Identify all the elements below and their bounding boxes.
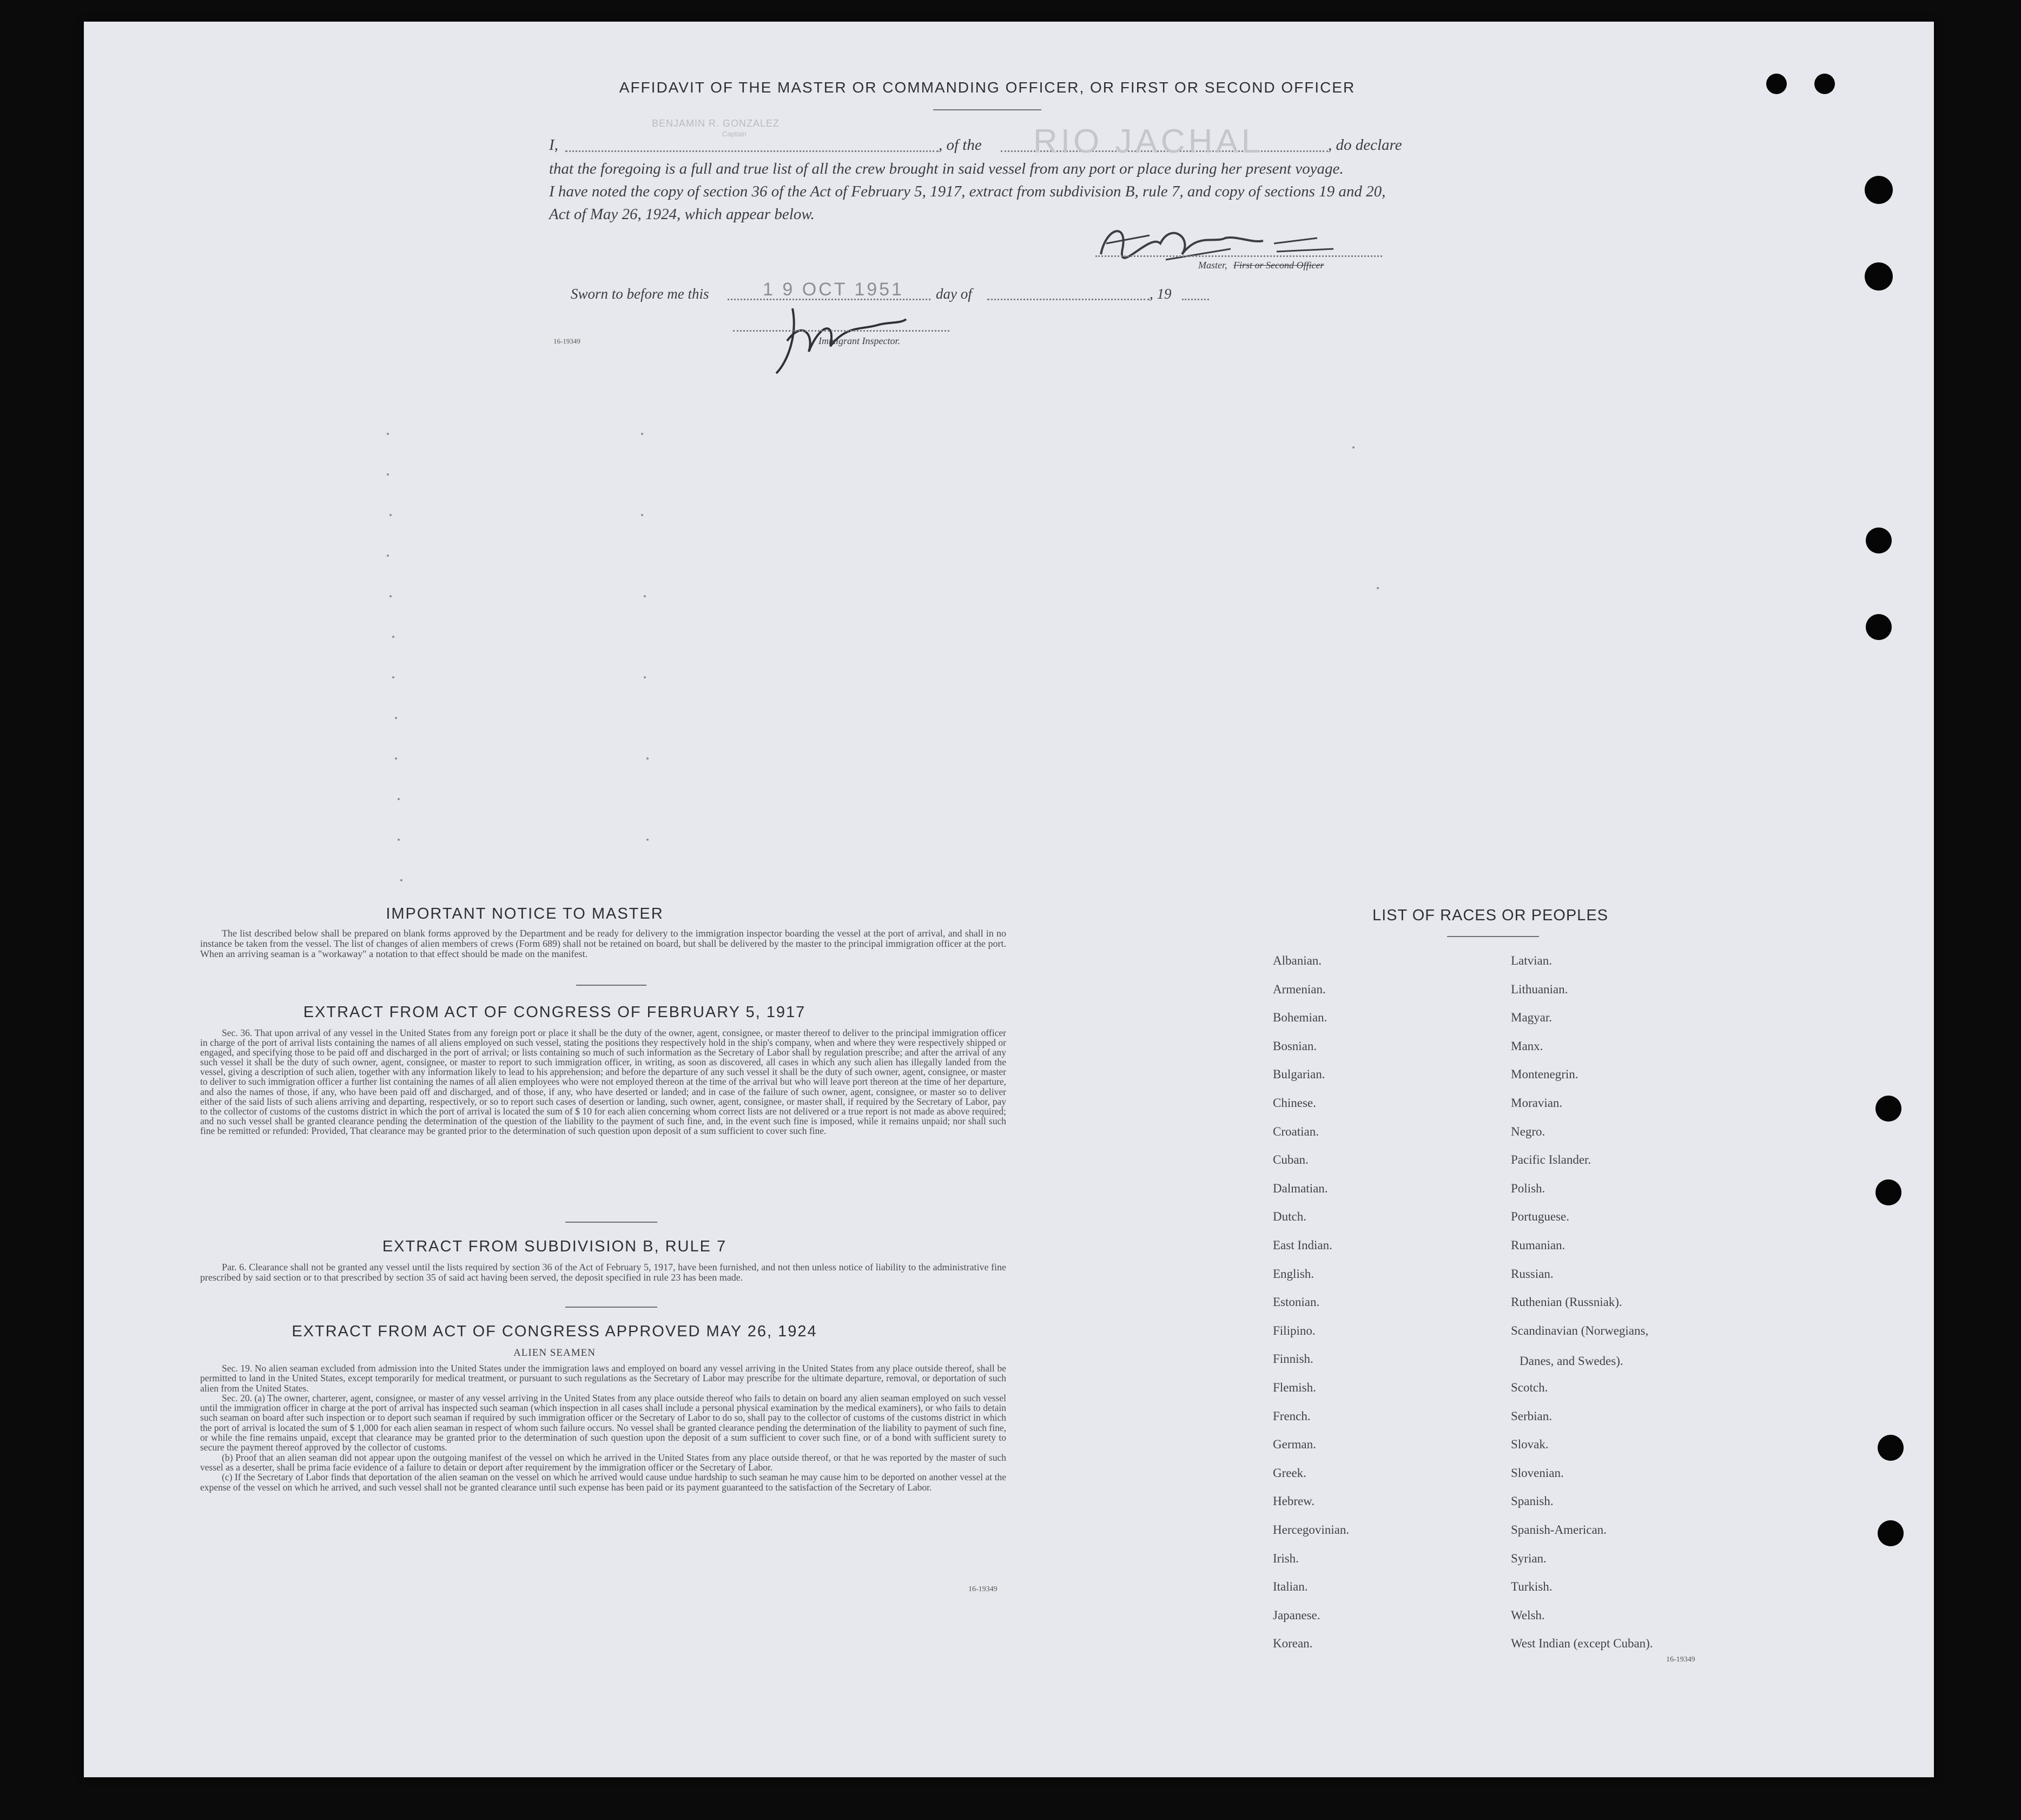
race-item: Bohemian. bbox=[1273, 1011, 1327, 1025]
notice-title: IMPORTANT NOTICE TO MASTER bbox=[386, 905, 664, 922]
race-item: German. bbox=[1273, 1437, 1316, 1452]
inspector-label: Immigrant Inspector. bbox=[818, 335, 900, 346]
extract-1924-title: EXTRACT FROM ACT OF CONGRESS APPROVED MAY 26, 1924 bbox=[292, 1323, 817, 1340]
race-item: Korean. bbox=[1273, 1637, 1313, 1651]
race-item: Scandinavian (Norwegians, bbox=[1511, 1323, 1649, 1337]
master-label: Master, bbox=[1198, 260, 1227, 271]
affidavit-form-number: 16-19349 bbox=[553, 337, 580, 345]
race-item: Albanian. bbox=[1273, 954, 1322, 967]
divider bbox=[1447, 936, 1539, 937]
divider bbox=[576, 985, 646, 986]
race-item: Irish. bbox=[1273, 1551, 1299, 1565]
punch-hole bbox=[1766, 74, 1787, 94]
sworn-date-stamp: 1 9 OCT 1951 bbox=[763, 279, 904, 300]
race-item: Welsh. bbox=[1511, 1608, 1545, 1622]
race-item: Syrian. bbox=[1511, 1551, 1547, 1565]
race-item: Flemish. bbox=[1273, 1381, 1316, 1394]
inspector-sign-line bbox=[733, 330, 949, 332]
struck-officer-label: First or Second Officer bbox=[1233, 260, 1324, 271]
affidavit-line-2: that the foregoing is a full and true list of all the crew brought in said vessel from any port or place during her present voyage. bbox=[549, 160, 1344, 177]
name-fill-line bbox=[565, 150, 939, 152]
sec-19: Sec. 19. No alien seaman excluded from admission into the United States under the immigration laws and employed on board any vessel arriving in the United States from any place outside thereof, shall be permitted to land in the United States, except temporarily for medical treatment, or pursuant to such regulations as the Secretary of Labor may prescribe for the ultimate departure, removal, or deportation of such alien from the United States. bbox=[200, 1363, 1006, 1394]
race-item: Finnish. bbox=[1273, 1352, 1313, 1366]
sec-20a: Sec. 20. (a) The owner, charterer, agent, consignee, or master of any vessel arriving in the United States from any place outside thereof who fails to detain on board any alien seaman employed on such vessel until the immigration officer in charge at the port of arrival has inspected such seaman (which inspection in all cases shall include a personal physical examination by the medical examiners), or who fails to detain such seaman on board after such inspection or to deport such seaman if required by such immigration officer or the Secretary of Labor to do so, shall pay to the collector of customs of the customs district in which the port of arrival is located the sum of $ 1,000 for each alien seaman in respect of whom such failure occurs. No vessel shall be granted clearance pending the determination of the liability to payment of such fine, or while the fine remains unpaid, except that clearance may be granted prior to the determination of such question upon the deposit of a sum sufficient to cover such fine, or of a bond with sufficient surety to secure the payment thereof approved by the collector of customs. bbox=[200, 1392, 1006, 1453]
affidavit-title: AFFIDAVIT OF THE MASTER OR COMMANDING OFFICER, OR FIRST OR SECOND OFFICER bbox=[619, 79, 1356, 96]
race-item: Turkish. bbox=[1511, 1580, 1553, 1594]
race-item: Rumanian. bbox=[1511, 1238, 1566, 1252]
sec-20c: (c) If the Secretary of Labor finds that deportation of the alien seaman on the vessel on which he arrived would cause undue hardship to such seaman he may cause him to be deported on another vessel at the expense of the vessel on which he arrived, and such vessel shall not be granted clearance until such expense has been paid or its payment guaranteed to the satisfaction of the Secretary of Labor. bbox=[200, 1472, 1006, 1493]
race-item: Slovenian. bbox=[1511, 1466, 1564, 1480]
race-item: Estonian. bbox=[1273, 1295, 1320, 1309]
race-item: Chinese. bbox=[1273, 1096, 1316, 1110]
affidavit-line-3: I have noted the copy of section 36 of the Act of February 5, 1917, extract from subdivision B, rule 7, and copy of sections 19 and 20, bbox=[549, 183, 1386, 200]
race-item: English. bbox=[1273, 1267, 1315, 1281]
race-item: Manx. bbox=[1511, 1039, 1543, 1053]
race-item: Hercegovinian. bbox=[1273, 1523, 1350, 1537]
vessel-name-stamp: RIO JACHAL bbox=[1033, 123, 1264, 160]
faint-captain-name: BENJAMIN R. GONZALEZ bbox=[652, 118, 780, 129]
punch-hole bbox=[1878, 1435, 1904, 1461]
divider bbox=[933, 109, 1041, 110]
race-item: Russian. bbox=[1511, 1267, 1554, 1281]
race-item: Spanish. bbox=[1511, 1494, 1554, 1508]
race-item: Slovak. bbox=[1511, 1437, 1549, 1452]
subdivision-text: Par. 6. Clearance shall not be granted any vessel until the lists required by section 36 of the Act of February 5, 1917, have been furnished, and not then unless notice of liability to the administrative fine prescribed by said section or to that prescribed by section 35 of said act having been served, the deposit specified in rule 23 has been made. bbox=[200, 1262, 1006, 1283]
race-item: Dutch. bbox=[1273, 1210, 1306, 1224]
punch-hole bbox=[1814, 74, 1835, 94]
affidavit-i: I, bbox=[549, 136, 558, 154]
punch-hole bbox=[1866, 614, 1892, 640]
race-item: Moravian. bbox=[1511, 1096, 1563, 1110]
race-item: Polish. bbox=[1511, 1181, 1546, 1195]
race-item: Pacific Islander. bbox=[1511, 1153, 1591, 1167]
extract-1917-title: EXTRACT FROM ACT OF CONGRESS OF FEBRUARY 5, 1917 bbox=[303, 1004, 806, 1021]
race-item: Italian. bbox=[1273, 1580, 1308, 1594]
year-fill-line bbox=[1182, 299, 1209, 300]
race-item: French. bbox=[1273, 1409, 1311, 1423]
race-item: Serbian. bbox=[1511, 1409, 1553, 1423]
document-page bbox=[84, 22, 1934, 1777]
divider bbox=[565, 1222, 657, 1223]
race-item: Cuban. bbox=[1273, 1153, 1309, 1167]
race-item: Japanese. bbox=[1273, 1608, 1320, 1622]
race-item: Croatian. bbox=[1273, 1124, 1319, 1138]
day-of-label: day of bbox=[936, 286, 972, 302]
race-item: Hebrew. bbox=[1273, 1494, 1315, 1508]
race-item: Lithuanian. bbox=[1511, 982, 1568, 996]
race-item: Dalmatian. bbox=[1273, 1181, 1328, 1195]
alien-seamen-subtitle: ALIEN SEAMEN bbox=[513, 1347, 596, 1359]
punch-hole bbox=[1865, 262, 1893, 291]
race-item: Filipino. bbox=[1273, 1323, 1316, 1337]
race-item: Bosnian. bbox=[1273, 1039, 1317, 1053]
extract-form-number: 16-19349 bbox=[968, 1585, 998, 1593]
year-label: , 19 bbox=[1150, 286, 1172, 302]
punch-hole bbox=[1865, 176, 1893, 204]
race-item: Negro. bbox=[1511, 1124, 1546, 1138]
affidavit-line-4: Act of May 26, 1924, which appear below. bbox=[549, 206, 815, 223]
race-item: Greek. bbox=[1273, 1466, 1306, 1480]
master-sign-line bbox=[1095, 255, 1382, 257]
sec-20b: (b) Proof that an alien seaman did not appear upon the outgoing manifest of the vessel on which he arrived in the United States from any place outside thereof, or that he was reported by the master of such vessel as a deserter, shall be prima facie evidence of a failure to detain or deport after requirement by the immigration officer or the Secretary of Labor. bbox=[200, 1452, 1006, 1473]
month-fill-line bbox=[987, 299, 1150, 300]
notice-text: The list described below shall be prepared on blank forms approved by the Department and be ready for delivery to the immigration inspector boarding the vessel at the port of arrival, and shall in no instance be taken from the vessel. The list of changes of alien members of crews (Form 689) shall not be retained on board, but shall be delivered by the master to the principal immigration officer at the port. When an arriving seaman is a "workaway" a notation to that effect should be made on the manifest. bbox=[200, 928, 1006, 959]
race-item: Bulgarian. bbox=[1273, 1067, 1325, 1082]
race-item: Ruthenian (Russniak). bbox=[1511, 1295, 1622, 1309]
of-the-label: , of the bbox=[939, 136, 982, 154]
extract-1924-text bbox=[200, 1363, 1006, 1492]
race-item: Portuguese. bbox=[1511, 1210, 1569, 1224]
races-form-number: 16-19349 bbox=[1666, 1656, 1695, 1664]
punch-hole bbox=[1875, 1096, 1901, 1122]
races-title: LIST OF RACES OR PEOPLES bbox=[1372, 907, 1609, 924]
race-item: Scotch. bbox=[1511, 1381, 1548, 1394]
sworn-label: Sworn to before me this bbox=[571, 286, 709, 302]
race-item: Armenian. bbox=[1273, 982, 1326, 996]
extract-1917-text: Sec. 36. That upon arrival of any vessel in the United States from any foreign port or place it shall be the duty of the owner, agent, consignee, or master thereof to deliver to the principal immigration officer in charge of the port of arrival lists containing the names of all aliens employed on such vessel, stating the positions they respectively hold in the ship's company, when and where they were respectively shipped or engaged, and specifying those to be paid off and discharged in the port of arrival; or lists containing so much of such information as the Secretary of Labor shall by regulation prescribe; and after the arrival of any such vessel it shall be the duty of such owner, agent, consignee, or master to report to such immigration officer, in writing, as soon as discovered, all cases in which any such alien has illegally landed from the vessel, giving a description of such alien, together with any information likely to lead to his apprehension; and before the departure of any such vessel it shall be the duty of such owner, agent, consignee, or master to deliver to such immigration officer a further list containing the names of all alien employees who were not employed thereon at the time of the arrival but who will leave port thereon at the time of her departure, and also the names of those, if any, who have been paid off and discharged, and of those, if any, who have deserted or landed; and in case of the failure of such owner, agent, consignee, or master so to deliver either of the said lists of such aliens arriving and departing, respectively, or so to report such cases of desertion or landing, such owner, agent, consignee, or master shall, if required by the Secretary of Labor, pay to the collector of customs of the customs district in which the port of arrival is located the sum of $ 10 for each alien concerning whom correct lists are not delivered or a true report is not made as above required; and no such vessel shall be granted clearance pending the determination of the question of the liability to the payment of such fine, and, in the event such fine is imposed, while it remains unpaid; nor shall such fine be remitted or refunded: Provided, That clearance may be granted prior to the determination of such question upon deposit of a sum sufficient to cover such fine. bbox=[200, 1027, 1006, 1136]
race-item: West Indian (except Cuban). bbox=[1511, 1637, 1653, 1651]
race-item: East Indian. bbox=[1273, 1238, 1332, 1252]
race-item: Latvian. bbox=[1511, 954, 1552, 967]
race-item: Montenegrin. bbox=[1511, 1067, 1579, 1082]
subdivision-title: EXTRACT FROM SUBDIVISION B, RULE 7 bbox=[382, 1238, 727, 1255]
race-item: Magyar. bbox=[1511, 1011, 1553, 1025]
race-item: Spanish-American. bbox=[1511, 1523, 1607, 1537]
scandinavian-continuation: Danes, and Swedes). bbox=[1520, 1354, 1623, 1368]
divider bbox=[565, 1307, 657, 1308]
punch-hole bbox=[1878, 1520, 1904, 1546]
do-declare-label: , do declare bbox=[1328, 136, 1402, 154]
punch-hole bbox=[1866, 527, 1892, 553]
faint-captain-title: Captain bbox=[722, 130, 747, 138]
punch-hole bbox=[1875, 1179, 1901, 1205]
